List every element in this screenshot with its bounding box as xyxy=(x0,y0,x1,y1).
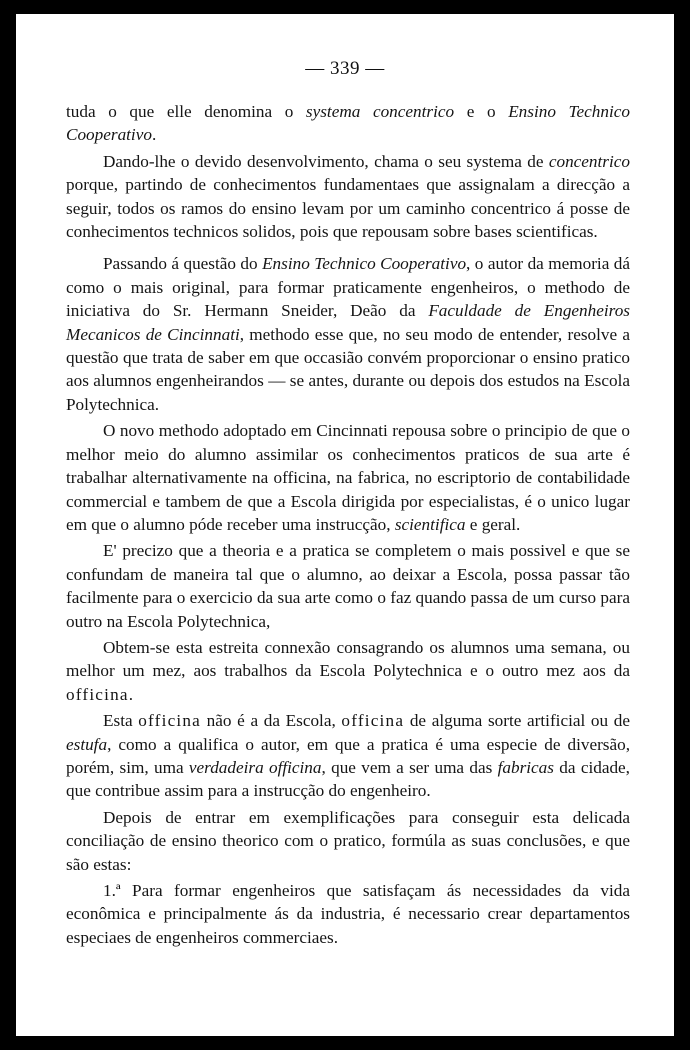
text-run: E' precizo que a theoria e a pratica se completem o mais possivel e que se confundam de maneira tal que o alumno, ao deixar a Escola, possa passar tão facilmente para o exercicio da sua arte como o faz quando passa de um curso para outro na Escola Polytechnica, xyxy=(66,541,630,631)
text-run: . xyxy=(151,125,157,145)
spaced-text: officina xyxy=(341,711,405,731)
italic-text: scientifica xyxy=(394,514,466,534)
text-run: 1.ª Para formar engenheiros que satisfaçam ás necessidades da vida econômica e principalmente ás da industria, é necessario crear departamentos especiaes de engenheiros commerciaes. xyxy=(66,881,630,947)
text-run: . xyxy=(128,684,134,704)
text-run: Obtem-se esta estreita connexão consagrando os alumnos uma semana, ou melhor um mez, aos trabalhos da Escola Polytechnica e o outro mez aos da xyxy=(66,637,630,681)
italic-text: systema concentrico xyxy=(305,102,455,121)
text-run: de alguma sorte artificial ou de xyxy=(404,711,630,731)
text-run: Passando á questão do xyxy=(103,254,263,274)
text-run: , methodo esse que, no seu modo de entender, resolve a questão que trata de saber em que occasião convém proporcionar o ensino pratico aos alumnos engenheirandos — se antes, durante ou depois dos estudos na Escola Polytechnica. xyxy=(66,324,630,414)
italic-text: fabricas xyxy=(497,757,554,777)
paragraph xyxy=(66,879,630,949)
paragraph xyxy=(66,419,630,536)
text-run: da cidade, que contribue assim para a instrucção do engenheiro. xyxy=(66,757,630,801)
text-run: e geral. xyxy=(465,514,521,534)
italic-text: estufa xyxy=(66,734,108,754)
italic-text: Ensino Technico Cooperativo xyxy=(262,254,467,274)
italic-text: verdadeira officina xyxy=(188,757,322,777)
text-run: O novo methodo adoptado em Cincinnati repousa sobre o principio de que o melhor meio do alumno assimilar os conhecimentos praticos de sua arte é trabalhar alternativamente na officina, na fabrica, no escriptorio de contabilidade commercial e tambem de que a Escola dirigida por especialistas, é o unico lugar em que o alumno póde receber uma instrucção, xyxy=(66,421,630,534)
paragraph xyxy=(66,806,630,876)
text-run: , que vem a ser uma das xyxy=(321,757,498,777)
italic-text: Ensino Technico Cooperativo xyxy=(66,102,630,145)
text-run: tuda o que elle denomina o xyxy=(66,102,306,121)
text-run: e o xyxy=(454,102,509,121)
body-text xyxy=(66,100,630,949)
paragraph xyxy=(66,539,630,633)
text-run: porque, partindo de conhecimentos fundamentaes que assignalam a direcção a seguir, todos os ramos do ensino levam por um caminho concentrico á posse de conhecimentos technicos solidos, pois que repousam sobre bases scientificas. xyxy=(66,175,630,242)
paragraph xyxy=(66,150,630,244)
spaced-text: officina xyxy=(138,711,201,731)
text-run: Esta xyxy=(103,711,139,731)
page-number: — 339 — xyxy=(305,58,385,79)
paragraph xyxy=(66,252,630,416)
text-run: Depois de entrar em exemplificações para conseguir esta delicada conciliação de ensino theorico com o pratico, formúla as suas conclusões, e que são estas: xyxy=(66,807,630,874)
paragraph xyxy=(66,636,630,706)
document-page xyxy=(16,14,674,1036)
italic-text: Faculdade de Engenheiros Mecanicos de Cincinnati xyxy=(66,301,630,344)
paragraph xyxy=(66,100,630,147)
text-run: não é a da Escola, xyxy=(201,711,342,731)
spaced-text: officina xyxy=(66,684,129,704)
text-run: , como a qualifica o autor, em que a pratica é uma especie de diversão, porém, sim, uma xyxy=(66,734,630,777)
italic-text: concentrico xyxy=(548,151,630,171)
paragraph xyxy=(66,709,630,803)
text-run: , o autor da memoria dá como o mais original, para formar praticamente engenheiros, o methodo de iniciativa do Sr. Hermann Sneider, Deão da xyxy=(66,254,630,321)
text-run: Dando-lhe o devido desenvolvimento, chama o seu systema de xyxy=(103,151,549,171)
